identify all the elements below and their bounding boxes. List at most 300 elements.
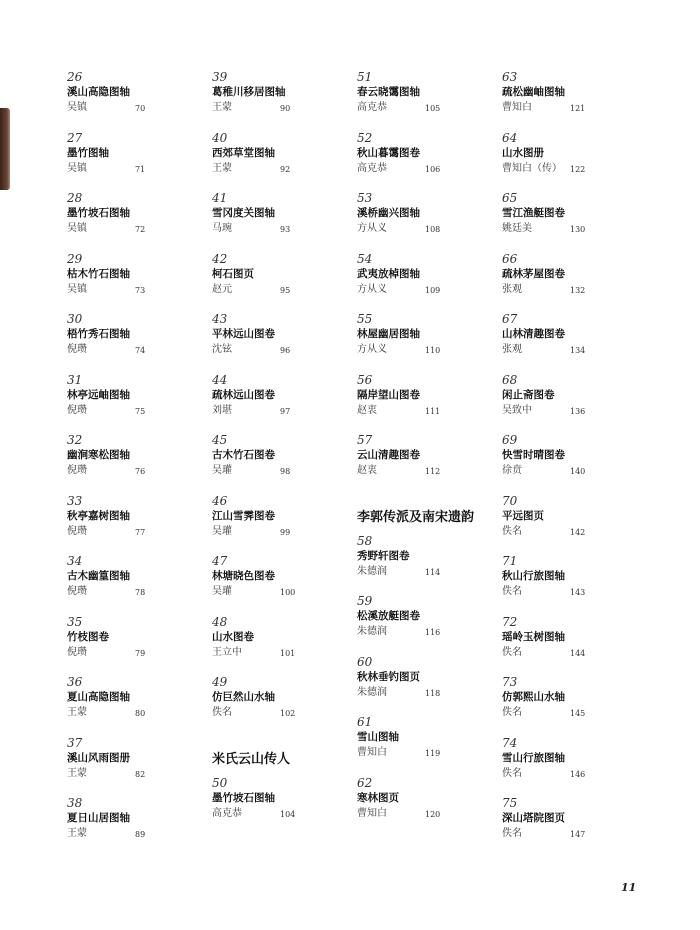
contents-column: [502, 70, 642, 857]
artwork-title: 溪山高隐图轴: [67, 86, 130, 98]
plate-number: 29: [67, 251, 83, 266]
page-ref: 134: [570, 346, 586, 355]
artwork-title: 秋林垂钓图页: [357, 670, 420, 683]
plate-number: 34: [67, 554, 83, 568]
contents-entry[interactable]: [212, 191, 352, 252]
plate-number: 30: [67, 312, 83, 326]
artist-name: 吴镇: [67, 223, 87, 234]
artist-name: 王蒙: [212, 102, 232, 113]
entry-meta: [502, 705, 642, 721]
artist-name: 王蒙: [67, 767, 87, 779]
page-ref: 79: [135, 648, 146, 658]
page-ref: 96: [280, 346, 291, 355]
plate-number: 47: [212, 554, 228, 568]
artwork-title: 墨竹坡石图轴: [212, 791, 275, 804]
contents-entry[interactable]: [502, 736, 642, 797]
section-heading: [212, 736, 352, 776]
artwork-title: 快雪时晴图卷: [502, 449, 565, 461]
contents-entry[interactable]: [357, 715, 497, 776]
plate-number: 60: [357, 654, 373, 669]
plate-number: 54: [357, 251, 373, 266]
artist-name: 吴瓘: [212, 586, 232, 597]
contents-entry[interactable]: [67, 615, 207, 676]
plate-number: 48: [212, 614, 228, 629]
contents-entry[interactable]: [67, 433, 207, 494]
page-ref: 104: [280, 809, 296, 819]
plate-number: 53: [357, 191, 373, 205]
contents-entry[interactable]: [357, 534, 497, 595]
artist-name: 张观: [502, 283, 522, 295]
contents-entry[interactable]: [357, 655, 497, 716]
entry-meta: [357, 463, 497, 479]
contents-entry[interactable]: [212, 131, 352, 192]
artist-name: 佚名: [502, 767, 522, 779]
artist-name: 佚名: [502, 646, 522, 658]
artwork-title: 古木幽篁图轴: [67, 570, 130, 582]
artwork-title: 平远图页: [502, 509, 544, 522]
plate-number: 65: [502, 191, 518, 205]
plate-number: 31: [67, 372, 83, 387]
entry-meta: [357, 161, 497, 177]
contents-entry[interactable]: [212, 554, 352, 615]
page-ref: 143: [570, 588, 586, 597]
artwork-title: 溪桥幽兴图轴: [357, 207, 420, 219]
artwork-title: 武夷放棹图轴: [357, 267, 420, 280]
entry-meta: [357, 100, 497, 116]
plate-number: 74: [502, 735, 518, 750]
page-ref: 142: [570, 527, 586, 537]
contents-entry[interactable]: [212, 433, 352, 494]
contents-entry[interactable]: [502, 312, 642, 373]
contents-entry[interactable]: [502, 554, 642, 615]
contents-entry[interactable]: [212, 776, 352, 837]
plate-number: 57: [357, 433, 373, 447]
artist-name: 王蒙: [67, 707, 87, 718]
contents-entry[interactable]: [212, 373, 352, 434]
artwork-title: 墨竹图轴: [67, 146, 109, 159]
page-ref: 82: [135, 769, 146, 779]
plate-number: 72: [502, 614, 518, 629]
plate-number: 43: [212, 312, 228, 326]
page-ref: 89: [135, 830, 146, 839]
entry-meta: [67, 221, 207, 237]
plate-number: 26: [67, 70, 83, 84]
contents-entry[interactable]: [357, 252, 497, 313]
plate-number: 64: [502, 130, 518, 145]
artist-name: 吴镇: [67, 283, 87, 295]
entry-meta: [67, 161, 207, 177]
contents-entry[interactable]: [212, 252, 352, 313]
page-ref: 72: [135, 225, 146, 234]
artwork-title: 江山雪霁图卷: [212, 509, 275, 522]
contents-entry[interactable]: [212, 675, 352, 736]
artwork-title: 秀野轩图卷: [357, 549, 410, 562]
artist-name: 倪瓒: [67, 404, 87, 416]
page-ref: 102: [280, 709, 296, 718]
plate-number: 40: [212, 130, 228, 145]
page-ref: 99: [280, 527, 291, 537]
entry-meta: [67, 826, 207, 842]
page-ref: 74: [135, 346, 146, 355]
page-ref: 93: [280, 225, 291, 234]
page-ref: 140: [570, 467, 586, 476]
entry-meta: [212, 584, 352, 600]
entry-meta: [212, 221, 352, 237]
contents-entry[interactable]: [357, 433, 497, 494]
contents-column: [212, 70, 352, 836]
page-ref: 71: [135, 164, 146, 174]
contents-entry[interactable]: [357, 70, 497, 131]
plate-number: 35: [67, 614, 83, 629]
contents-entry[interactable]: [212, 312, 352, 373]
artwork-title: 闲止斋图卷: [502, 388, 555, 401]
artist-name: 倪瓒: [67, 646, 87, 658]
contents-entry[interactable]: [502, 796, 642, 857]
entry-meta: [502, 766, 642, 782]
artwork-title: 雪山图轴: [357, 731, 399, 743]
contents-entry[interactable]: [502, 373, 642, 434]
entry-meta: [212, 645, 352, 661]
entry-meta: [502, 100, 642, 116]
plate-number: 37: [67, 735, 83, 750]
page-ref: 111: [425, 406, 441, 416]
entry-meta: [357, 685, 497, 701]
page-ref: 109: [425, 285, 441, 295]
artwork-title: 西郊草堂图轴: [212, 146, 275, 159]
artwork-title: 林亭远岫图轴: [67, 388, 130, 401]
plate-number: 46: [212, 493, 228, 508]
page-ref: 106: [425, 164, 441, 174]
page-ref: 101: [280, 648, 296, 658]
entry-meta: [212, 463, 352, 479]
artwork-title: 秋亭嘉树图轴: [67, 509, 130, 522]
entry-meta: [212, 705, 352, 721]
page-ref: 98: [280, 467, 291, 476]
artwork-title: 松溪放艇图卷: [357, 610, 420, 622]
entry-meta: [357, 564, 497, 580]
artist-name: 王蒙: [67, 828, 87, 839]
entry-meta: [502, 221, 642, 237]
plate-number: 58: [357, 533, 373, 548]
artwork-title: 枯木竹石图轴: [67, 267, 130, 280]
entry-meta: [67, 342, 207, 358]
artwork-title: 林塘晓色图卷: [212, 570, 275, 582]
artwork-title: 竹枝图卷: [67, 630, 109, 643]
page-ref: 78: [135, 588, 146, 597]
plate-number: 27: [67, 130, 83, 145]
artwork-title: 瑶岭玉树图轴: [502, 630, 565, 643]
artwork-title: 雪江渔艇图卷: [502, 207, 565, 219]
artwork-title: 仿巨然山水轴: [212, 691, 275, 703]
artist-name: 王蒙: [212, 162, 232, 174]
contents-entry[interactable]: [357, 191, 497, 252]
page-number: 11: [621, 881, 637, 894]
artist-name: 方从义: [357, 223, 387, 234]
contents-entry[interactable]: [67, 736, 207, 797]
contents-entry[interactable]: [357, 312, 497, 373]
contents-entry[interactable]: [67, 675, 207, 736]
artwork-title: 疏林茅屋图卷: [502, 267, 565, 280]
entry-meta: [212, 342, 352, 358]
page-ref: 80: [135, 709, 146, 718]
artwork-title: 秋山暮霭图卷: [357, 146, 420, 159]
artwork-title: 雪山行旅图轴: [502, 751, 565, 764]
page-ref: 122: [570, 164, 586, 174]
contents-entry[interactable]: [502, 252, 642, 313]
contents-entry[interactable]: [502, 494, 642, 555]
artist-name: 朱德润: [357, 686, 387, 698]
page-ref: 147: [570, 830, 586, 839]
artwork-title: 深山塔院图页: [502, 812, 565, 824]
plate-number: 42: [212, 251, 228, 266]
entry-meta: [502, 403, 642, 419]
contents-column: [67, 70, 207, 857]
artwork-title: 雪冈度关图轴: [212, 207, 275, 219]
entry-meta: [502, 161, 642, 177]
artist-name: 张观: [502, 344, 522, 355]
artwork-title: 古木竹石图卷: [212, 449, 275, 461]
section-heading: [357, 494, 497, 534]
contents-entry[interactable]: [502, 675, 642, 736]
contents-entry[interactable]: [212, 494, 352, 555]
contents-entry[interactable]: [212, 70, 352, 131]
contents-entry[interactable]: [502, 131, 642, 192]
artwork-title: 林屋幽居图轴: [357, 328, 420, 340]
artist-name: 吴瓘: [212, 525, 232, 537]
edge-photo-sliver: [0, 108, 10, 190]
artist-name: 赵元: [212, 283, 232, 295]
page-ref: 118: [425, 688, 441, 698]
contents-entry[interactable]: [357, 373, 497, 434]
plate-number: 63: [502, 70, 518, 84]
page-ref: 77: [135, 527, 146, 537]
artist-name: 倪瓒: [67, 525, 87, 537]
entry-meta: [502, 584, 642, 600]
entry-meta: [502, 342, 642, 358]
page-ref: 130: [570, 225, 586, 234]
contents-entry[interactable]: [502, 433, 642, 494]
artist-name: 高克恭: [357, 162, 387, 174]
artist-name: 佚名: [502, 707, 522, 718]
artwork-title: 梧竹秀石图轴: [67, 328, 130, 340]
artist-name: 吴瓘: [212, 465, 232, 476]
artist-name: 吴致中: [502, 404, 532, 416]
entry-meta: [502, 463, 642, 479]
plate-number: 36: [67, 675, 83, 689]
page-ref: 73: [135, 285, 146, 295]
artist-name: 王立中: [212, 646, 242, 658]
artwork-title: 夏日山居图轴: [67, 812, 130, 824]
artist-name: 倪瓒: [67, 344, 87, 355]
artist-name: 赵衷: [357, 465, 377, 476]
artwork-title: 墨竹坡石图轴: [67, 207, 130, 219]
page-ref: 75: [135, 406, 146, 416]
plate-number: 59: [357, 594, 373, 608]
entry-meta: [67, 282, 207, 298]
entry-meta: [357, 342, 497, 358]
plate-number: 52: [357, 130, 373, 145]
entry-meta: [212, 524, 352, 540]
artist-name: 沈铉: [212, 344, 232, 355]
artwork-title: 葛稚川移居图轴: [212, 86, 286, 98]
entry-meta: [357, 806, 497, 822]
entry-meta: [67, 645, 207, 661]
artwork-title: 寒林图页: [357, 791, 399, 804]
page-ref: 76: [135, 467, 146, 476]
artwork-title: 山水图册: [502, 146, 544, 159]
page-ref: 146: [570, 769, 586, 779]
contents-entry[interactable]: [67, 494, 207, 555]
artwork-title: 云山清趣图卷: [357, 449, 420, 461]
artwork-title: 隔岸望山图卷: [357, 388, 420, 401]
entry-meta: [357, 745, 497, 761]
artwork-title: 山水图卷: [212, 630, 254, 643]
entry-meta: [67, 766, 207, 782]
plate-number: 28: [67, 191, 83, 205]
page-ref: 145: [570, 709, 586, 718]
artist-name: 曹知白（传）: [502, 162, 562, 174]
artist-name: 方从义: [357, 283, 387, 295]
plate-number: 51: [357, 70, 373, 84]
plate-number: 68: [502, 372, 518, 387]
page-ref: 132: [570, 285, 586, 295]
plate-number: 70: [502, 493, 518, 508]
entry-meta: [212, 403, 352, 419]
contents-entry[interactable]: [212, 615, 352, 676]
entry-meta: [212, 282, 352, 298]
artist-name: 马琬: [212, 223, 232, 234]
contents-entry[interactable]: [357, 131, 497, 192]
plate-number: 75: [502, 796, 518, 810]
plate-number: 38: [67, 796, 83, 810]
plate-number: 55: [357, 312, 373, 326]
contents-entry[interactable]: [67, 191, 207, 252]
plate-number: 49: [212, 675, 228, 689]
artwork-title: 春云晓霭图轴: [357, 86, 420, 98]
entry-meta: [502, 524, 642, 540]
entry-meta: [67, 705, 207, 721]
contents-entry[interactable]: [67, 252, 207, 313]
page-ref: 100: [280, 588, 296, 597]
artist-name: 佚名: [212, 707, 232, 718]
plate-number: 69: [502, 433, 518, 447]
page-ref: 95: [280, 285, 291, 295]
artist-name: 朱德润: [357, 626, 387, 637]
plate-number: 44: [212, 372, 228, 387]
entry-meta: [212, 161, 352, 177]
plate-number: 39: [212, 70, 228, 84]
page-ref: 92: [280, 164, 291, 174]
entry-meta: [67, 403, 207, 419]
page-ref: 90: [280, 104, 291, 113]
contents-entry[interactable]: [67, 131, 207, 192]
artist-name: 曹知白: [357, 807, 387, 819]
artist-name: 高克恭: [212, 807, 242, 819]
artist-name: 佚名: [502, 828, 522, 839]
page-ref: 110: [425, 346, 441, 355]
entry-meta: [502, 645, 642, 661]
artwork-title: 平林远山图卷: [212, 328, 275, 340]
contents-entry[interactable]: [67, 373, 207, 434]
artwork-title: 柯石图页: [212, 267, 254, 280]
page-ref: 121: [570, 104, 586, 113]
plate-number: 32: [67, 433, 83, 447]
entry-meta: [502, 826, 642, 842]
plate-number: 73: [502, 675, 518, 689]
page-ref: 120: [425, 809, 441, 819]
plate-number: 62: [357, 775, 373, 790]
plate-number: 50: [212, 775, 228, 790]
contents-entry[interactable]: [357, 594, 497, 655]
plate-number: 67: [502, 312, 518, 326]
artwork-title: 山林清趣图卷: [502, 328, 565, 340]
contents-entry[interactable]: [67, 554, 207, 615]
page-ref: 97: [280, 406, 291, 416]
page-ref: 114: [425, 567, 441, 577]
contents-entry[interactable]: [502, 191, 642, 252]
artist-name: 朱德润: [357, 565, 387, 577]
entry-meta: [67, 524, 207, 540]
contents-column: [357, 70, 497, 836]
artist-name: 倪瓒: [67, 586, 87, 597]
artist-name: 赵衷: [357, 404, 377, 416]
section-heading-text: 李郭传派及南宋遗韵: [357, 509, 475, 525]
artist-name: 方从义: [357, 344, 387, 355]
contents-entry[interactable]: [502, 615, 642, 676]
page-ref: 119: [425, 749, 441, 758]
plate-number: 56: [357, 372, 373, 387]
artwork-title: 溪山风雨图册: [67, 751, 130, 764]
entry-meta: [357, 282, 497, 298]
artist-name: 曹知白: [357, 747, 387, 758]
section-heading-text: 米氏云山传人: [212, 751, 291, 767]
page-ref: 108: [425, 225, 441, 234]
artwork-title: 秋山行旅图轴: [502, 570, 565, 582]
page-ref: 136: [570, 406, 586, 416]
artwork-title: 幽涧寒松图轴: [67, 449, 130, 461]
plate-number: 66: [502, 251, 518, 266]
artwork-title: 疏松幽岫图轴: [502, 86, 565, 98]
plate-number: 71: [502, 554, 518, 568]
plate-number: 41: [212, 191, 228, 205]
contents-entry[interactable]: [67, 70, 207, 131]
page-ref: 116: [425, 628, 441, 637]
page-ref: 112: [425, 467, 441, 476]
page-ref: 105: [425, 104, 441, 113]
artist-name: 曹知白: [502, 102, 532, 113]
artwork-title: 疏林远山图卷: [212, 388, 275, 401]
contents-entry[interactable]: [357, 776, 497, 837]
entry-meta: [67, 100, 207, 116]
artist-name: 佚名: [502, 525, 522, 537]
plate-number: 61: [357, 715, 373, 729]
entry-meta: [357, 221, 497, 237]
artist-name: 吴镇: [67, 102, 87, 113]
plate-number: 45: [212, 433, 228, 447]
entry-meta: [212, 806, 352, 822]
artist-name: 徐贲: [502, 465, 522, 476]
artist-name: 姚廷美: [502, 223, 532, 234]
page-ref: 70: [135, 104, 146, 113]
entry-meta: [357, 403, 497, 419]
contents-entry[interactable]: [502, 70, 642, 131]
entry-meta: [212, 100, 352, 116]
artist-name: 刘堪: [212, 404, 232, 416]
entry-meta: [67, 463, 207, 479]
contents-entry[interactable]: [67, 312, 207, 373]
entry-meta: [502, 282, 642, 298]
contents-entry[interactable]: [67, 796, 207, 857]
